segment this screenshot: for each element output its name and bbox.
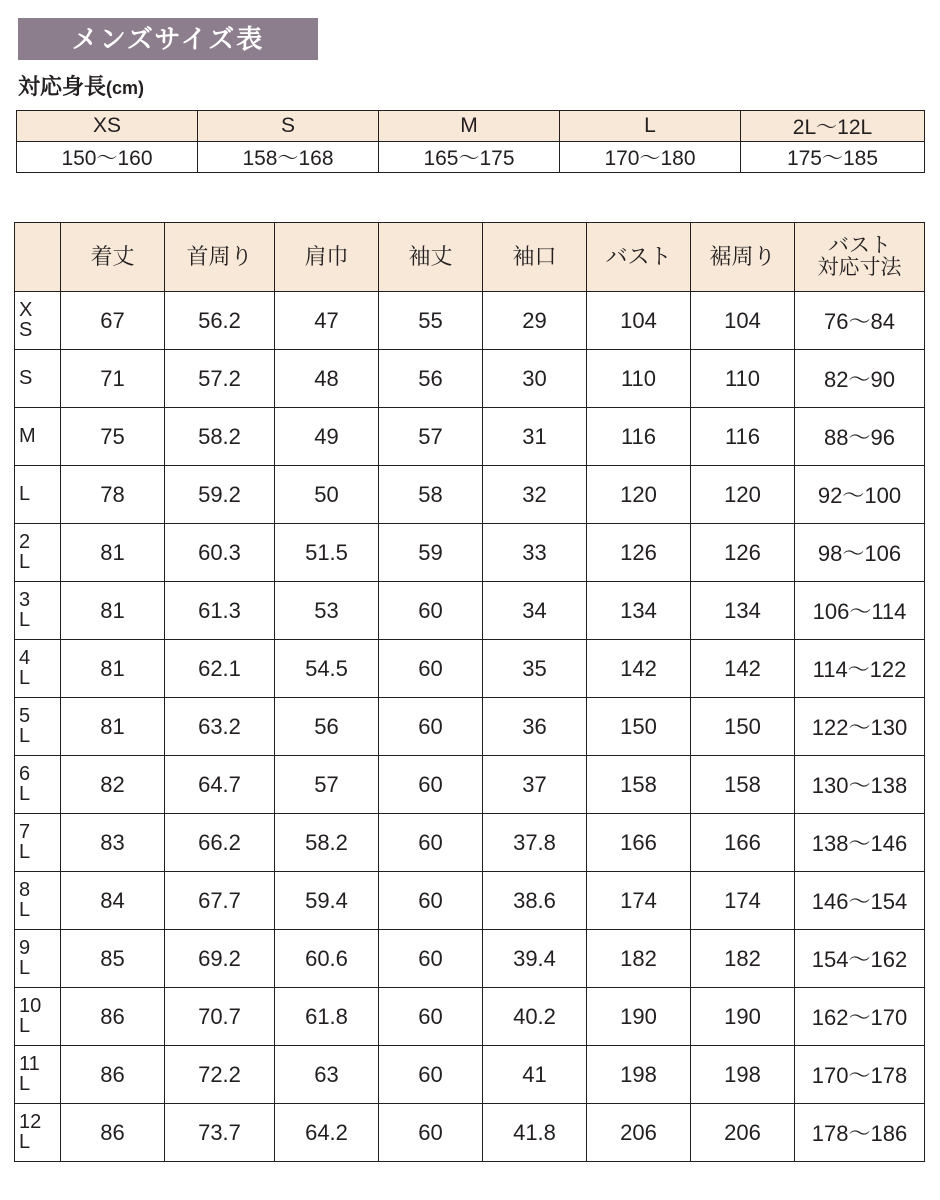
table-cell: 61.3 xyxy=(165,582,275,640)
table-cell: 182 xyxy=(691,930,795,988)
row-header-size-line2: L xyxy=(19,840,31,863)
row-header-size xyxy=(15,814,61,872)
table-cell: 122〜130 xyxy=(795,698,925,756)
table-cell: 174 xyxy=(691,872,795,930)
table-row xyxy=(15,466,925,524)
row-header-size-line2: L xyxy=(19,1014,31,1037)
column-header-sleeve-length: 袖丈 xyxy=(379,223,483,292)
table-cell: 83 xyxy=(61,814,165,872)
table-cell: 85 xyxy=(61,930,165,988)
row-header-size xyxy=(15,408,61,466)
table-cell: 64.2 xyxy=(275,1104,379,1162)
row-header-size xyxy=(15,1104,61,1162)
table-cell: 61.8 xyxy=(275,988,379,1046)
row-header-size-line2: L xyxy=(19,1130,31,1153)
table-cell: 59.4 xyxy=(275,872,379,930)
table-cell: 73.7 xyxy=(165,1104,275,1162)
table-cell: 39.4 xyxy=(483,930,587,988)
table-cell: 81 xyxy=(61,698,165,756)
table-row xyxy=(15,408,925,466)
table-cell: 41.8 xyxy=(483,1104,587,1162)
height-value-cell: 150〜160 xyxy=(17,142,198,173)
table-cell: 48 xyxy=(275,350,379,408)
table-cell: 86 xyxy=(61,988,165,1046)
table-cell: 60 xyxy=(379,582,483,640)
table-cell: 98〜106 xyxy=(795,524,925,582)
table-cell: 34 xyxy=(483,582,587,640)
table-cell: 60 xyxy=(379,640,483,698)
row-header-size-line1: 9 xyxy=(19,936,31,959)
row-header-size-line1: 3 xyxy=(19,588,31,611)
height-value-cell: 165〜175 xyxy=(379,142,560,173)
table-cell: 81 xyxy=(61,582,165,640)
column-header-bust-fit xyxy=(795,223,925,292)
table-cell: 69.2 xyxy=(165,930,275,988)
table-cell: 36 xyxy=(483,698,587,756)
table-cell: 134 xyxy=(691,582,795,640)
height-section-label xyxy=(18,70,144,101)
table-cell: 174 xyxy=(587,872,691,930)
row-header-size-line2: L xyxy=(19,956,31,979)
table-cell: 60 xyxy=(379,1046,483,1104)
table-cell: 71 xyxy=(61,350,165,408)
table-cell: 60 xyxy=(379,988,483,1046)
table-cell: 57 xyxy=(275,756,379,814)
table-cell: 60 xyxy=(379,698,483,756)
table-row xyxy=(15,640,925,698)
table-cell: 120 xyxy=(691,466,795,524)
table-cell: 41 xyxy=(483,1046,587,1104)
table-row xyxy=(15,350,925,408)
table-cell: 190 xyxy=(691,988,795,1046)
table-cell: 60 xyxy=(379,872,483,930)
table-cell: 60.6 xyxy=(275,930,379,988)
table-cell: 106〜114 xyxy=(795,582,925,640)
table-cell: 104 xyxy=(587,292,691,350)
table-cell: 53 xyxy=(275,582,379,640)
table-cell: 54.5 xyxy=(275,640,379,698)
table-cell: 82〜90 xyxy=(795,350,925,408)
table-cell: 66.2 xyxy=(165,814,275,872)
height-section-unit: (cm) xyxy=(106,78,145,98)
row-header-size xyxy=(15,640,61,698)
height-header-cell: S xyxy=(198,111,379,142)
table-cell: 78 xyxy=(61,466,165,524)
table-cell: 56 xyxy=(379,350,483,408)
row-header-size-line2: L xyxy=(19,608,31,631)
table-cell: 49 xyxy=(275,408,379,466)
table-cell: 32 xyxy=(483,466,587,524)
table-cell: 60 xyxy=(379,814,483,872)
row-header-size xyxy=(15,466,61,524)
table-cell: 110 xyxy=(587,350,691,408)
table-cell: 198 xyxy=(587,1046,691,1104)
height-table-header-row xyxy=(17,111,925,142)
table-row xyxy=(15,582,925,640)
table-cell: 76〜84 xyxy=(795,292,925,350)
table-cell: 190 xyxy=(587,988,691,1046)
table-cell: 142 xyxy=(587,640,691,698)
column-header-sode-length: 着丈 xyxy=(61,223,165,292)
table-cell: 31 xyxy=(483,408,587,466)
table-cell: 104 xyxy=(691,292,795,350)
table-cell: 55 xyxy=(379,292,483,350)
measurement-table-header-row xyxy=(15,223,925,292)
table-cell: 116 xyxy=(691,408,795,466)
table-cell: 62.1 xyxy=(165,640,275,698)
row-header-size-line1: 7 xyxy=(19,820,31,843)
table-cell: 56 xyxy=(275,698,379,756)
row-header-size-line1: 2 xyxy=(19,530,31,553)
table-cell: 206 xyxy=(691,1104,795,1162)
table-cell: 50 xyxy=(275,466,379,524)
column-header-bust-fit-line1: バスト xyxy=(828,233,891,257)
row-header-size-line1: 12 xyxy=(19,1110,42,1133)
table-row xyxy=(15,524,925,582)
row-header-size-line1: 10 xyxy=(19,994,42,1017)
row-header-size xyxy=(15,698,61,756)
height-section-label-text: 対応身長 xyxy=(18,74,107,99)
height-value-cell: 158〜168 xyxy=(198,142,379,173)
table-cell: 86 xyxy=(61,1104,165,1162)
table-cell: 158 xyxy=(691,756,795,814)
table-cell: 37.8 xyxy=(483,814,587,872)
height-table-value-row xyxy=(17,142,925,173)
column-header-shoulder: 肩巾 xyxy=(275,223,379,292)
height-header-cell: L xyxy=(560,111,741,142)
row-header-size xyxy=(15,524,61,582)
row-header-size-line1: 8 xyxy=(19,878,31,901)
table-cell: 198 xyxy=(691,1046,795,1104)
table-cell: 51.5 xyxy=(275,524,379,582)
table-cell: 60.3 xyxy=(165,524,275,582)
table-cell: 59.2 xyxy=(165,466,275,524)
table-cell: 60 xyxy=(379,1104,483,1162)
column-header-bust-fit-line2: 対応寸法 xyxy=(817,256,902,279)
table-cell: 72.2 xyxy=(165,1046,275,1104)
table-cell: 162〜170 xyxy=(795,988,925,1046)
column-header-hem: 裾周り xyxy=(691,223,795,292)
table-cell: 150 xyxy=(691,698,795,756)
measurement-table-body xyxy=(15,292,925,1162)
row-header-size-line1: 4 xyxy=(19,646,31,669)
table-cell: 178〜186 xyxy=(795,1104,925,1162)
row-header-size-line1: S xyxy=(19,366,33,389)
table-cell: 57 xyxy=(379,408,483,466)
table-corner-cell xyxy=(15,223,61,292)
table-cell: 64.7 xyxy=(165,756,275,814)
measurement-table xyxy=(14,222,925,1162)
table-cell: 29 xyxy=(483,292,587,350)
table-cell: 166 xyxy=(587,814,691,872)
column-header-cuff: 袖口 xyxy=(483,223,587,292)
table-cell: 63.2 xyxy=(165,698,275,756)
row-header-size xyxy=(15,872,61,930)
table-row xyxy=(15,292,925,350)
table-cell: 30 xyxy=(483,350,587,408)
row-header-size xyxy=(15,756,61,814)
height-header-cell: XS xyxy=(17,111,198,142)
table-cell: 58.2 xyxy=(275,814,379,872)
table-cell: 130〜138 xyxy=(795,756,925,814)
row-header-size-line1: M xyxy=(19,424,36,447)
table-cell: 138〜146 xyxy=(795,814,925,872)
table-cell: 58.2 xyxy=(165,408,275,466)
table-cell: 81 xyxy=(61,524,165,582)
table-row xyxy=(15,872,925,930)
height-value-cell: 170〜180 xyxy=(560,142,741,173)
table-cell: 82 xyxy=(61,756,165,814)
height-header-cell: M xyxy=(379,111,560,142)
table-row xyxy=(15,756,925,814)
table-cell: 88〜96 xyxy=(795,408,925,466)
table-cell: 126 xyxy=(587,524,691,582)
table-cell: 146〜154 xyxy=(795,872,925,930)
row-header-size xyxy=(15,582,61,640)
table-cell: 81 xyxy=(61,640,165,698)
table-cell: 38.6 xyxy=(483,872,587,930)
column-header-bust: バスト xyxy=(587,223,691,292)
table-cell: 35 xyxy=(483,640,587,698)
table-cell: 59 xyxy=(379,524,483,582)
table-cell: 37 xyxy=(483,756,587,814)
table-cell: 110 xyxy=(691,350,795,408)
table-cell: 33 xyxy=(483,524,587,582)
table-row xyxy=(15,988,925,1046)
table-cell: 114〜122 xyxy=(795,640,925,698)
row-header-size-line1: 6 xyxy=(19,762,31,785)
table-cell: 142 xyxy=(691,640,795,698)
row-header-size-line2: L xyxy=(19,1072,31,1095)
table-cell: 120 xyxy=(587,466,691,524)
table-row xyxy=(15,1046,925,1104)
column-header-neck: 首周り xyxy=(165,223,275,292)
table-cell: 70.7 xyxy=(165,988,275,1046)
table-cell: 47 xyxy=(275,292,379,350)
table-cell: 170〜178 xyxy=(795,1046,925,1104)
row-header-size-line2: L xyxy=(19,666,31,689)
table-cell: 126 xyxy=(691,524,795,582)
table-cell: 116 xyxy=(587,408,691,466)
row-header-size-line2: L xyxy=(19,782,31,805)
table-cell: 40.2 xyxy=(483,988,587,1046)
table-cell: 166 xyxy=(691,814,795,872)
row-header-size-line1: 11 xyxy=(19,1052,40,1075)
table-cell: 75 xyxy=(61,408,165,466)
table-cell: 67.7 xyxy=(165,872,275,930)
table-row xyxy=(15,1104,925,1162)
table-cell: 84 xyxy=(61,872,165,930)
table-cell: 154〜162 xyxy=(795,930,925,988)
table-cell: 58 xyxy=(379,466,483,524)
table-cell: 60 xyxy=(379,930,483,988)
row-header-size xyxy=(15,292,61,350)
table-cell: 57.2 xyxy=(165,350,275,408)
row-header-size xyxy=(15,350,61,408)
table-cell: 182 xyxy=(587,930,691,988)
table-cell: 60 xyxy=(379,756,483,814)
table-cell: 158 xyxy=(587,756,691,814)
table-cell: 86 xyxy=(61,1046,165,1104)
row-header-size-line2: L xyxy=(19,550,31,573)
table-cell: 150 xyxy=(587,698,691,756)
page-title: メンズサイズ表 xyxy=(71,24,265,54)
table-row xyxy=(15,814,925,872)
height-value-cell: 175〜185 xyxy=(741,142,925,173)
table-cell: 63 xyxy=(275,1046,379,1104)
table-cell: 67 xyxy=(61,292,165,350)
table-cell: 134 xyxy=(587,582,691,640)
table-row xyxy=(15,698,925,756)
table-row xyxy=(15,930,925,988)
page-title-banner xyxy=(18,18,318,60)
row-header-size-line1: X xyxy=(19,298,33,321)
row-header-size-line2: S xyxy=(19,318,33,341)
row-header-size-line2: L xyxy=(19,724,31,747)
height-table xyxy=(16,110,925,173)
row-header-size xyxy=(15,930,61,988)
row-header-size-line1: 5 xyxy=(19,704,31,727)
table-cell: 56.2 xyxy=(165,292,275,350)
table-cell: 206 xyxy=(587,1104,691,1162)
row-header-size-line2: L xyxy=(19,898,31,921)
height-header-cell: 2L〜12L xyxy=(741,111,925,142)
row-header-size xyxy=(15,1046,61,1104)
row-header-size xyxy=(15,988,61,1046)
row-header-size-line1: L xyxy=(19,482,31,505)
table-cell: 92〜100 xyxy=(795,466,925,524)
